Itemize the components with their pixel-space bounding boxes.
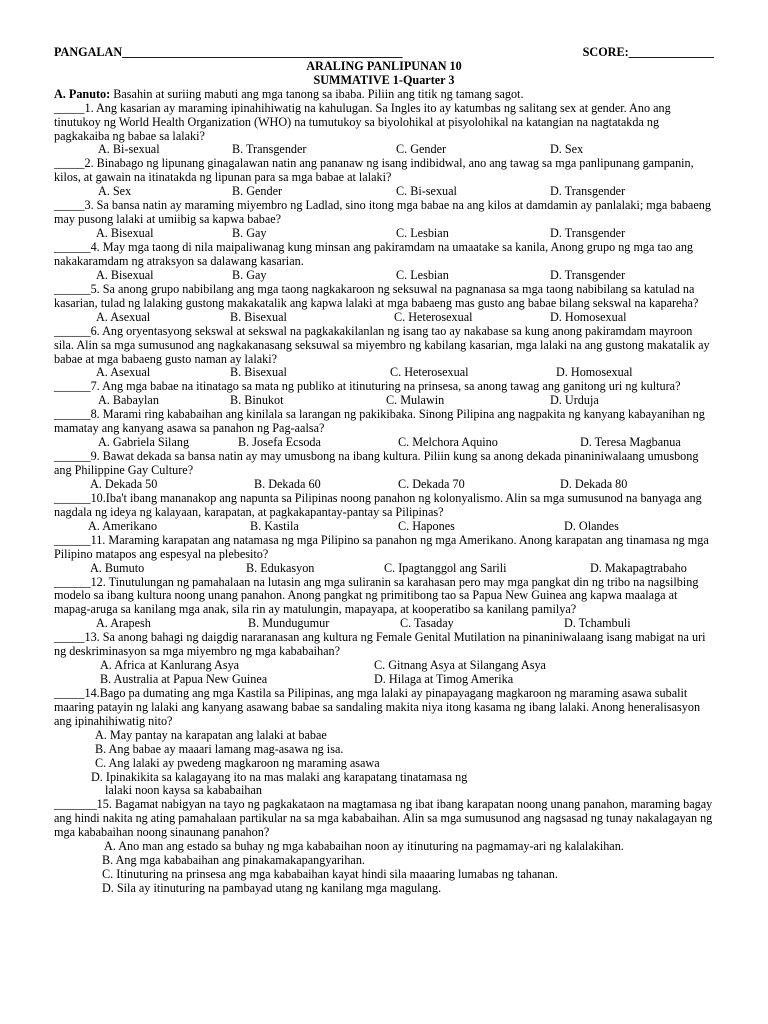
option-a[interactable]: A. May pantay na karapatan ang lalaki at babae	[95, 727, 327, 742]
option-c[interactable]: C. Lesbian	[396, 267, 449, 282]
question-13-options-row2	[54, 673, 714, 687]
option-a[interactable]: A. Babaylan	[98, 393, 159, 408]
option-c[interactable]: C. Lesbian	[396, 226, 449, 241]
option-b[interactable]: B. Gay	[232, 226, 267, 241]
option-d[interactable]: D. Hilaga at Timog Amerika	[374, 672, 514, 687]
option-b[interactable]: B. Binukot	[230, 393, 284, 408]
option-a[interactable]: A. Africa at Kanlurang Asya	[100, 658, 240, 673]
question-11-options	[54, 562, 714, 576]
option-b[interactable]: B. Australia at Papua New Guinea	[100, 672, 268, 687]
question-7-options	[54, 394, 714, 408]
option-d[interactable]: D. Transgender	[550, 184, 626, 199]
option-c[interactable]: C. Tasaday	[400, 616, 454, 631]
option-b[interactable]: B. Ang babae ay maaari lamang mag-asawa ng isa.	[95, 741, 344, 756]
option-b[interactable]: B. Ang mga kababaihan ang pinakamakapangyarihan.	[102, 852, 365, 867]
question-3-options	[54, 227, 714, 241]
score-field[interactable]: SCORE:______________	[582, 45, 714, 59]
question-10-options	[54, 520, 714, 534]
question-6-options	[54, 366, 714, 380]
option-d[interactable]: D. Dekada 80	[560, 476, 628, 491]
option-d[interactable]: D. Sex	[550, 142, 584, 157]
option-a[interactable]: A. Sex	[98, 184, 132, 199]
option-c[interactable]: C. Heterosexual	[394, 309, 473, 324]
question-9-options	[54, 478, 714, 492]
question-10: ______10.Iba't ibang mananakop ang napunta sa Pilipinas noong panahon ng kolonyalismo. Alin sa mga sumusunod na banyaga ang nagdala ng ideya ng kalayaan, karapatan, at pagkakapantay-pantay sa Pilipinas?	[54, 490, 702, 519]
instructions-label: A. Panuto:	[54, 86, 111, 101]
question-8: ______8. Marami ring kababaihan ang kinilala sa larangan ng pakikibaka. Sinong Pilipina ang nagpakita ng kanyang kabayanihan ng mamatay ang kanyang asawa sa panahon ng Pag-aalsa?	[54, 407, 705, 436]
question-12-options	[54, 617, 714, 631]
option-c[interactable]: C. Mulawin	[386, 393, 445, 408]
option-a[interactable]: A. Amerikano	[88, 518, 158, 533]
option-a[interactable]: A. Bisexual	[96, 226, 154, 241]
option-d[interactable]: D. Makapagtrabaho	[590, 560, 687, 575]
exam-title: SUMMATIVE 1-Quarter 3	[313, 72, 455, 87]
option-b[interactable]: B. Bisexual	[230, 365, 287, 380]
option-d[interactable]: D. Homosexual	[550, 309, 627, 324]
option-a[interactable]: A. Arapesh	[96, 616, 151, 631]
option-a[interactable]: A. Asexual	[96, 309, 151, 324]
option-d-continued[interactable]: lalaki noon kaysa sa kababaihan	[105, 783, 263, 798]
instructions-text: Basahin at suriing mabuti ang mga tanong sa ibaba. Piliin ang titik ng tamang sagot.	[110, 86, 524, 101]
option-c[interactable]: C. Bi-sexual	[396, 184, 457, 199]
option-a[interactable]: A. Bisexual	[96, 267, 154, 282]
option-c[interactable]: C. Melchora Aquino	[398, 435, 498, 450]
option-b[interactable]: B. Gay	[232, 267, 267, 282]
question-6: ______6. Ang oryentasyong sekswal at sekswal na pagkakakilanlan ng isang tao ay nakabase sa kung anong pakiramdam mayroon sila. Alin sa mga sumusunod ang nagkakanasang seksuwal sa miyembro ng kabilang kasarian, mga lalaki na ang gustong makatalik ay babae at mga babaeng gusto naman ay lalaki?	[54, 323, 710, 366]
option-d[interactable]: D. Urduja	[550, 393, 599, 408]
option-d[interactable]: D. Teresa Magbanua	[580, 435, 681, 450]
option-d[interactable]: D. Transgender	[550, 226, 626, 241]
option-a[interactable]: A. Asexual	[96, 365, 151, 380]
option-d[interactable]: D. Olandes	[564, 518, 619, 533]
question-7: ______7. Ang mga babae na itinatago sa mata ng publiko at itinuturing na prinsesa, sa anong tawag ang ganitong uri ng kultura?	[54, 379, 681, 394]
option-d[interactable]: D. Homosexual	[556, 365, 633, 380]
option-b[interactable]: B. Gender	[232, 184, 283, 199]
question-11: ______11. Maraming karapatan ang natamasa ng mga Pilipino sa panahon ng mga Amerikano. Anong karapatan ang tinamasa ng mga Pilipino matapos ang espesyal na plebesito?	[54, 532, 709, 561]
question-12: ______12. Tinutulungan ng pamahalaan na lutasin ang mga suliranin sa karahasan pero may mga pangkat din ng tribo na nagsilbing modelo sa ibang kultura noong unang panahon. Anong pangkat ng primitibong tao sa Papua New Guinea ang kapwa maalaga at mapag-aruga sa kanilang mga anak, sila rin ay matulungin, mapayapa, at kooperatibo sa kanilang pamilya?	[54, 574, 699, 617]
option-c[interactable]: C. Heterosexual	[390, 365, 469, 380]
option-a[interactable]: A. Gabriela Silang	[98, 435, 190, 450]
header-line	[54, 46, 714, 60]
question-8-options	[54, 436, 714, 450]
option-b[interactable]: B. Mundugumur	[248, 616, 330, 631]
question-5: ______5. Sa anong grupo nabibilang ang mga taong nagkakaroon ng seksuwal na pagnanasa sa mga taong nabibilang sa katulad na kasarian, tulad ng lalaking gustong makakatalik ang kapwa lalaki at mga babaeng mas gusto ang babae bilang sekswal na kapareha?	[54, 281, 699, 310]
option-d[interactable]: D. Tchambuli	[564, 616, 631, 631]
option-a[interactable]: A. Ano man ang estado sa buhay ng mga kababaihan noon ay itinuturing na pagmamay-ari ng kalalakihan.	[104, 839, 624, 854]
question-4: ______4. May mga taong di nila maipaliwanag kung minsan ang pakiramdam na umaatake sa kanila, Anong grupo ng mga tao ang nakakaramdam ng atraksyon sa dalawang kasarian.	[54, 240, 694, 268]
instructions	[54, 88, 714, 102]
subject-title: ARALING PANLIPUNAN 10	[306, 59, 462, 73]
option-b[interactable]: B. Transgender	[232, 142, 307, 157]
option-d[interactable]: D. Ipinakikita sa kalagayang ito na mas malaki ang karapatang tinatamasa ng	[91, 769, 468, 784]
option-c[interactable]: C. Gender	[396, 142, 447, 157]
question-13-options-row1	[54, 659, 714, 673]
option-d[interactable]: D. Sila ay itinuturing na pambayad utang ng kanilang mga magulang.	[102, 880, 442, 895]
question-1-options	[54, 143, 714, 157]
question-3: _____3. Sa bansa natin ay maraming miyembro ng Ladlad, sino itong mga babae na ang kilos at damdamin ay panlalaki; mga babaeng may pusong lalaki at umiibig sa kapwa babae?	[54, 198, 711, 227]
option-c[interactable]: C. Gitnang Asya at Silangang Asya	[374, 658, 546, 673]
option-d[interactable]: D. Transgender	[550, 267, 626, 282]
option-a[interactable]: A. Dekada 50	[90, 476, 158, 491]
option-c[interactable]: C. Hapones	[398, 518, 455, 533]
option-b[interactable]: B. Edukasyon	[246, 560, 315, 575]
question-14: _____14.Bago pa dumating ang mga Kastila sa Pilipinas, ang mga lalaki ay pinapayagang magkaroon ng maraming asawa subalit maaring patayin ng lalaki ang kanyang asawang babae sa sandaling makita niya itong kasama ng ibang lalaki. Anong heneralisasyon ang ipinahihiwatig nito?	[54, 686, 701, 728]
option-c[interactable]: C. Itinuturing na prinsesa ang mga kababaihan kayat hindi sila maaaring lumabas ng tahanan.	[102, 866, 558, 881]
option-b[interactable]: B. Bisexual	[230, 309, 287, 324]
question-1: _____1. Ang kasarian ay maraming ipinahihiwatig na kahulugan. Sa Ingles ito ay katumbas ng salitang sex at gender. Ano ang tinutukoy ng World Health Organization (WHO) na tumutukoy sa biyolohikal at pisyolohikal na katangian na nagtatakda ng pagkakaiba ng babae sa lalaki?	[54, 100, 671, 143]
option-b[interactable]: B. Dekada 60	[254, 476, 321, 491]
option-b[interactable]: B. Kastila	[250, 518, 299, 533]
option-a[interactable]: A. Bumuto	[90, 560, 145, 575]
question-2-options	[54, 185, 714, 199]
option-a[interactable]: A. Bi-sexual	[98, 142, 160, 157]
question-9: ______9. Bawat dekada sa bansa natin ay may umusbong na ibang kultura. Piliin kung sa anong dekada pinaniniwalaang umusbong ang Philippine Gay Culture?	[54, 449, 699, 478]
option-c[interactable]: C. Ipagtanggol ang Sarili	[384, 560, 507, 575]
name-field[interactable]: PANGALAN______________________________________________	[54, 45, 403, 59]
question-4-options	[54, 269, 714, 283]
exam-sheet	[54, 46, 714, 896]
option-b[interactable]: B. Josefa Ecsoda	[238, 435, 321, 450]
question-2: _____2. Binabago ng lipunang ginagalawan natin ang pananaw ng isang indibidwal, ano ang tawag sa mga panlipunang gampanin, kilos, at gawain na itinatakda ng lipunan para sa mga babae at lalaki?	[54, 156, 694, 185]
question-15: _______15. Bagamat nabigyan na tayo ng pagkakataon na magtamasa ng ibat ibang karapatan noong unang panahon, maraming bagay ang hindi nakita ng ating pamahalaan partikular na sa mga kababaihan. Alin sa mga sumusunod ang nagsasad ng tunay nakalagayan ng mga kababaihan noong sinaunang panahon?	[54, 797, 713, 840]
question-5-options	[54, 311, 714, 325]
question-13: _____13. Sa anong bahagi ng daigdig nararanasan ang kultura ng Female Genital Mutilation na pinaniniwalaang isang mabigat na uri ng deskriminasyon sa mga miyembro ng mga kababaihan?	[54, 630, 706, 659]
option-c[interactable]: C. Dekada 70	[398, 476, 465, 491]
option-c[interactable]: C. Ang lalaki ay pwedeng magkaroon ng maraming asawa	[95, 755, 380, 770]
